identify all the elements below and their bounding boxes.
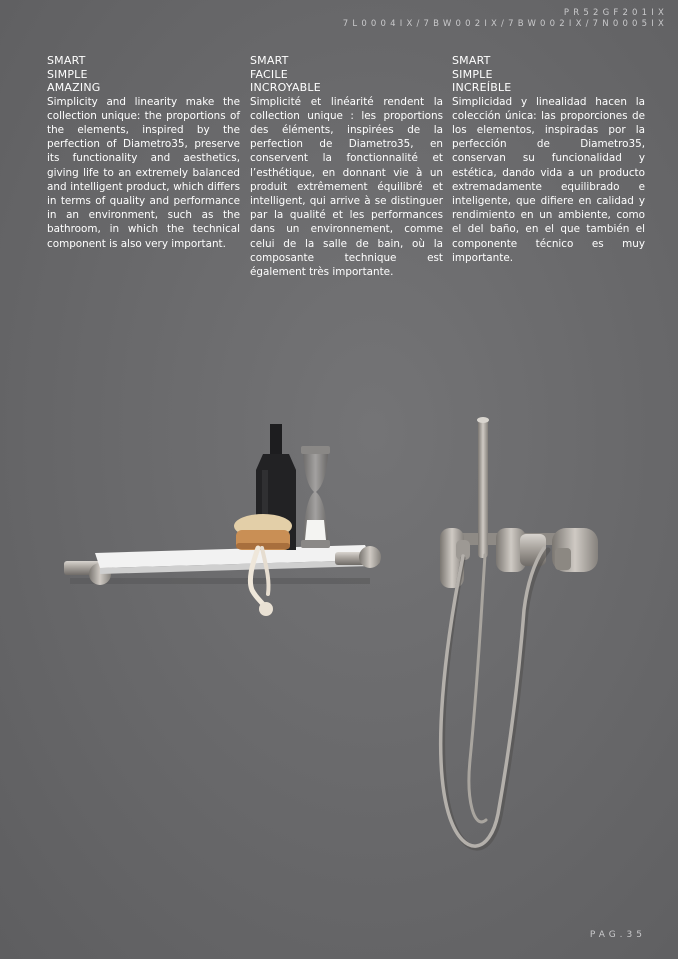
body-text: Simplicité et linéarité rendent la collection unique : les proportions des éléments, inspirées de la perfection de Diametro35, en conservent la fonctionnalité et l’esthétique, en donnant vie à un produit extrêmement équilibré et intelligent, qui arrive à se distinguer par la qualité et les performances dans un environnement, comme celui de la salle de bain, où la composante technique est également très importante. bbox=[250, 95, 443, 278]
product-code-line-1: PR52GF201IX bbox=[563, 8, 668, 18]
heading-line-3: AMAZING bbox=[47, 81, 101, 94]
page-number: PAG.35 bbox=[589, 930, 646, 940]
hand-shower bbox=[477, 417, 489, 558]
heading-line-1: SMART bbox=[452, 54, 491, 67]
shower-hose bbox=[441, 548, 548, 848]
heading-line-2: FACILE bbox=[250, 67, 288, 81]
shelf bbox=[64, 424, 381, 616]
heading-line-1: SMART bbox=[47, 54, 86, 67]
heading-line-3: INCROYABLE bbox=[250, 81, 321, 94]
heading-line-2: SIMPLE bbox=[452, 67, 493, 81]
heading-line-2: SIMPLE bbox=[47, 67, 88, 81]
body-text: Simplicity and linearity make the collection unique: the proportions of the elements, inspired by the perfection of Diametro35, preserve its functionality and aesthetics, giving life to an extremely balanced and intelligent product, which differs in terms of quality and performance in an environment, such as the bathroom, in which the technical component is also very important. bbox=[47, 95, 240, 250]
hourglass bbox=[301, 446, 330, 548]
heading-line-1: SMART bbox=[250, 54, 289, 67]
heading-line-3: INCREÍBLE bbox=[452, 81, 512, 94]
product-code-line-2: 7L0004IX/7BW002IX/7BW002IX/7N0005IX bbox=[342, 19, 668, 29]
body-text: Simplicidad y linealidad hacen la colección única: las proporciones de los elementos, inspiradas por la perfección de Diametro35, conservan su funcionalidad y estética, dando vida a un producto extremadamente equilibrado e inteligente, que difiere en calidad y rendimiento en un ambiente, como el del baño, en el que también el componente técnico es muy importante. bbox=[452, 95, 645, 264]
